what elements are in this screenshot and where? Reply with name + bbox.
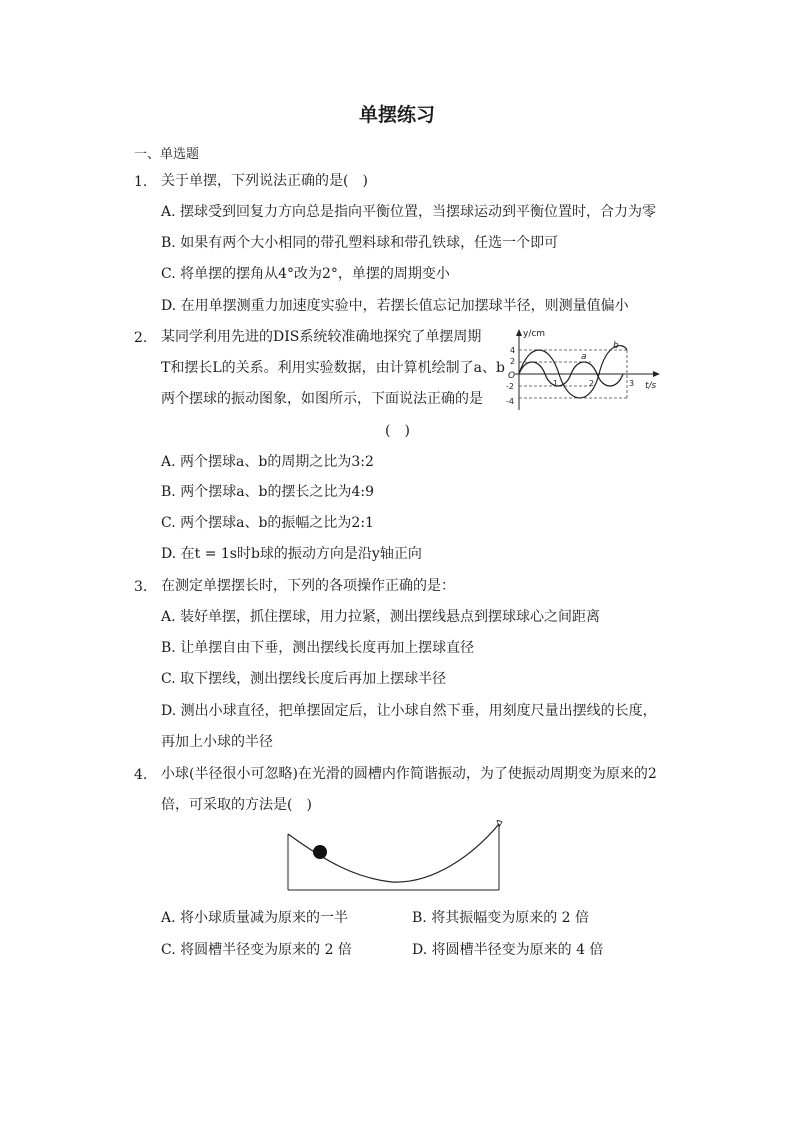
question-2-stem-line-1: 某同学利用先进的DIS系统较准确地探究了单摆周期 bbox=[161, 329, 482, 345]
question-4-option-b[interactable]: B. 将其振幅变为原来的 2 倍 bbox=[412, 910, 589, 926]
curve-b-label: b bbox=[613, 341, 619, 351]
question-3-number: 3. bbox=[134, 579, 148, 595]
curve-a-label: a bbox=[581, 352, 587, 362]
question-1-option-b[interactable]: B. 如果有两个大小相同的带孔塑料球和带孔铁球，任选一个即可 bbox=[161, 235, 559, 251]
question-1-option-a[interactable]: A. 摆球受到回复力方向总是指向平衡位置，当摆球运动到平衡位置时，合力为零 bbox=[161, 204, 657, 220]
question-3-option-d[interactable]: D. 测出小球直径，把单摆固定后，让小球自然下垂，用刻度尺量出摆线的长度， bbox=[161, 703, 657, 719]
y-tick-2: 2 bbox=[510, 357, 516, 366]
question-2-number: 2. bbox=[134, 330, 148, 346]
vibration-graph bbox=[505, 326, 665, 414]
question-2-stem-line-3: 两个摆球的振动图象，如图所示，下面说法正确的是 bbox=[161, 391, 483, 407]
question-1-option-d[interactable]: D. 在用单摆测重力加速度实验中，若摆长值忘记加摆球半径，则测量值偏小 bbox=[161, 298, 629, 314]
y-tick-4: 4 bbox=[510, 346, 516, 355]
question-4-stem-line-2: 倍，可采取的方法是( ) bbox=[161, 797, 312, 813]
y-tick-neg4: -4 bbox=[506, 397, 514, 406]
question-1-number: 1. bbox=[134, 174, 148, 190]
question-2-answer-paren: ( ) bbox=[385, 423, 410, 439]
question-3-option-b[interactable]: B. 让单摆自由下垂，测出摆线长度再加上摆球直径 bbox=[161, 640, 475, 656]
question-1-option-c[interactable]: C. 将单摆的摆角从4°改为2°，单摆的周期变小 bbox=[161, 266, 450, 282]
question-2-option-d[interactable]: D. 在t = 1s时b球的振动方向是沿y轴正向 bbox=[161, 546, 422, 562]
question-2-option-c[interactable]: C. 两个摆球a、b的振幅之比为2:1 bbox=[161, 515, 374, 531]
question-3-option-d-continued: 再加上小球的半径 bbox=[161, 734, 273, 750]
ball bbox=[313, 845, 327, 859]
x-axis-label: t/s bbox=[645, 381, 657, 391]
circular-groove-figure bbox=[284, 820, 506, 894]
question-4-option-d[interactable]: D. 将圆槽半径变为原来的 4 倍 bbox=[412, 942, 604, 958]
question-3-option-a[interactable]: A. 装好单摆，抓住摆球，用力拉紧，测出摆线悬点到摆球球心之间距离 bbox=[161, 609, 601, 625]
curve-b bbox=[519, 346, 627, 398]
question-4-option-c[interactable]: C. 将圆槽半径变为原来的 2 倍 bbox=[161, 942, 352, 958]
question-4-stem-line-1: 小球(半径很小可忽略)在光滑的圆槽内作简谐振动，为了使振动周期变为原来的2 bbox=[161, 766, 657, 782]
question-1-stem: 关于单摆，下列说法正确的是( ) bbox=[161, 173, 368, 189]
question-2-option-a[interactable]: A. 两个摆球a、b的周期之比为3:2 bbox=[161, 454, 374, 470]
question-2-option-b[interactable]: B. 两个摆球a、b的摆长之比为4:9 bbox=[161, 484, 375, 500]
question-3-option-c[interactable]: C. 取下摆线，测出摆线长度后再加上摆球半径 bbox=[161, 671, 447, 687]
x-tick-3: 3 bbox=[629, 379, 635, 388]
x-tick-1: 1 bbox=[553, 379, 559, 388]
x-tick-2: 2 bbox=[589, 379, 595, 388]
page-title: 单摆练习 bbox=[358, 104, 435, 126]
section-heading: 一、单选题 bbox=[134, 147, 200, 162]
y-tick-neg2: -2 bbox=[506, 382, 514, 391]
question-3-stem: 在测定单摆摆长时，下列的各项操作正确的是： bbox=[161, 578, 455, 594]
question-2-stem-line-2: T和摆长L的关系。利用实验数据，由计算机绘制了a、b bbox=[161, 360, 505, 376]
question-4-number: 4. bbox=[134, 767, 148, 783]
question-4-option-a[interactable]: A. 将小球质量减为原来的一半 bbox=[161, 910, 349, 926]
y-axis-label: y/cm bbox=[523, 329, 546, 339]
origin-label: O bbox=[508, 371, 516, 381]
